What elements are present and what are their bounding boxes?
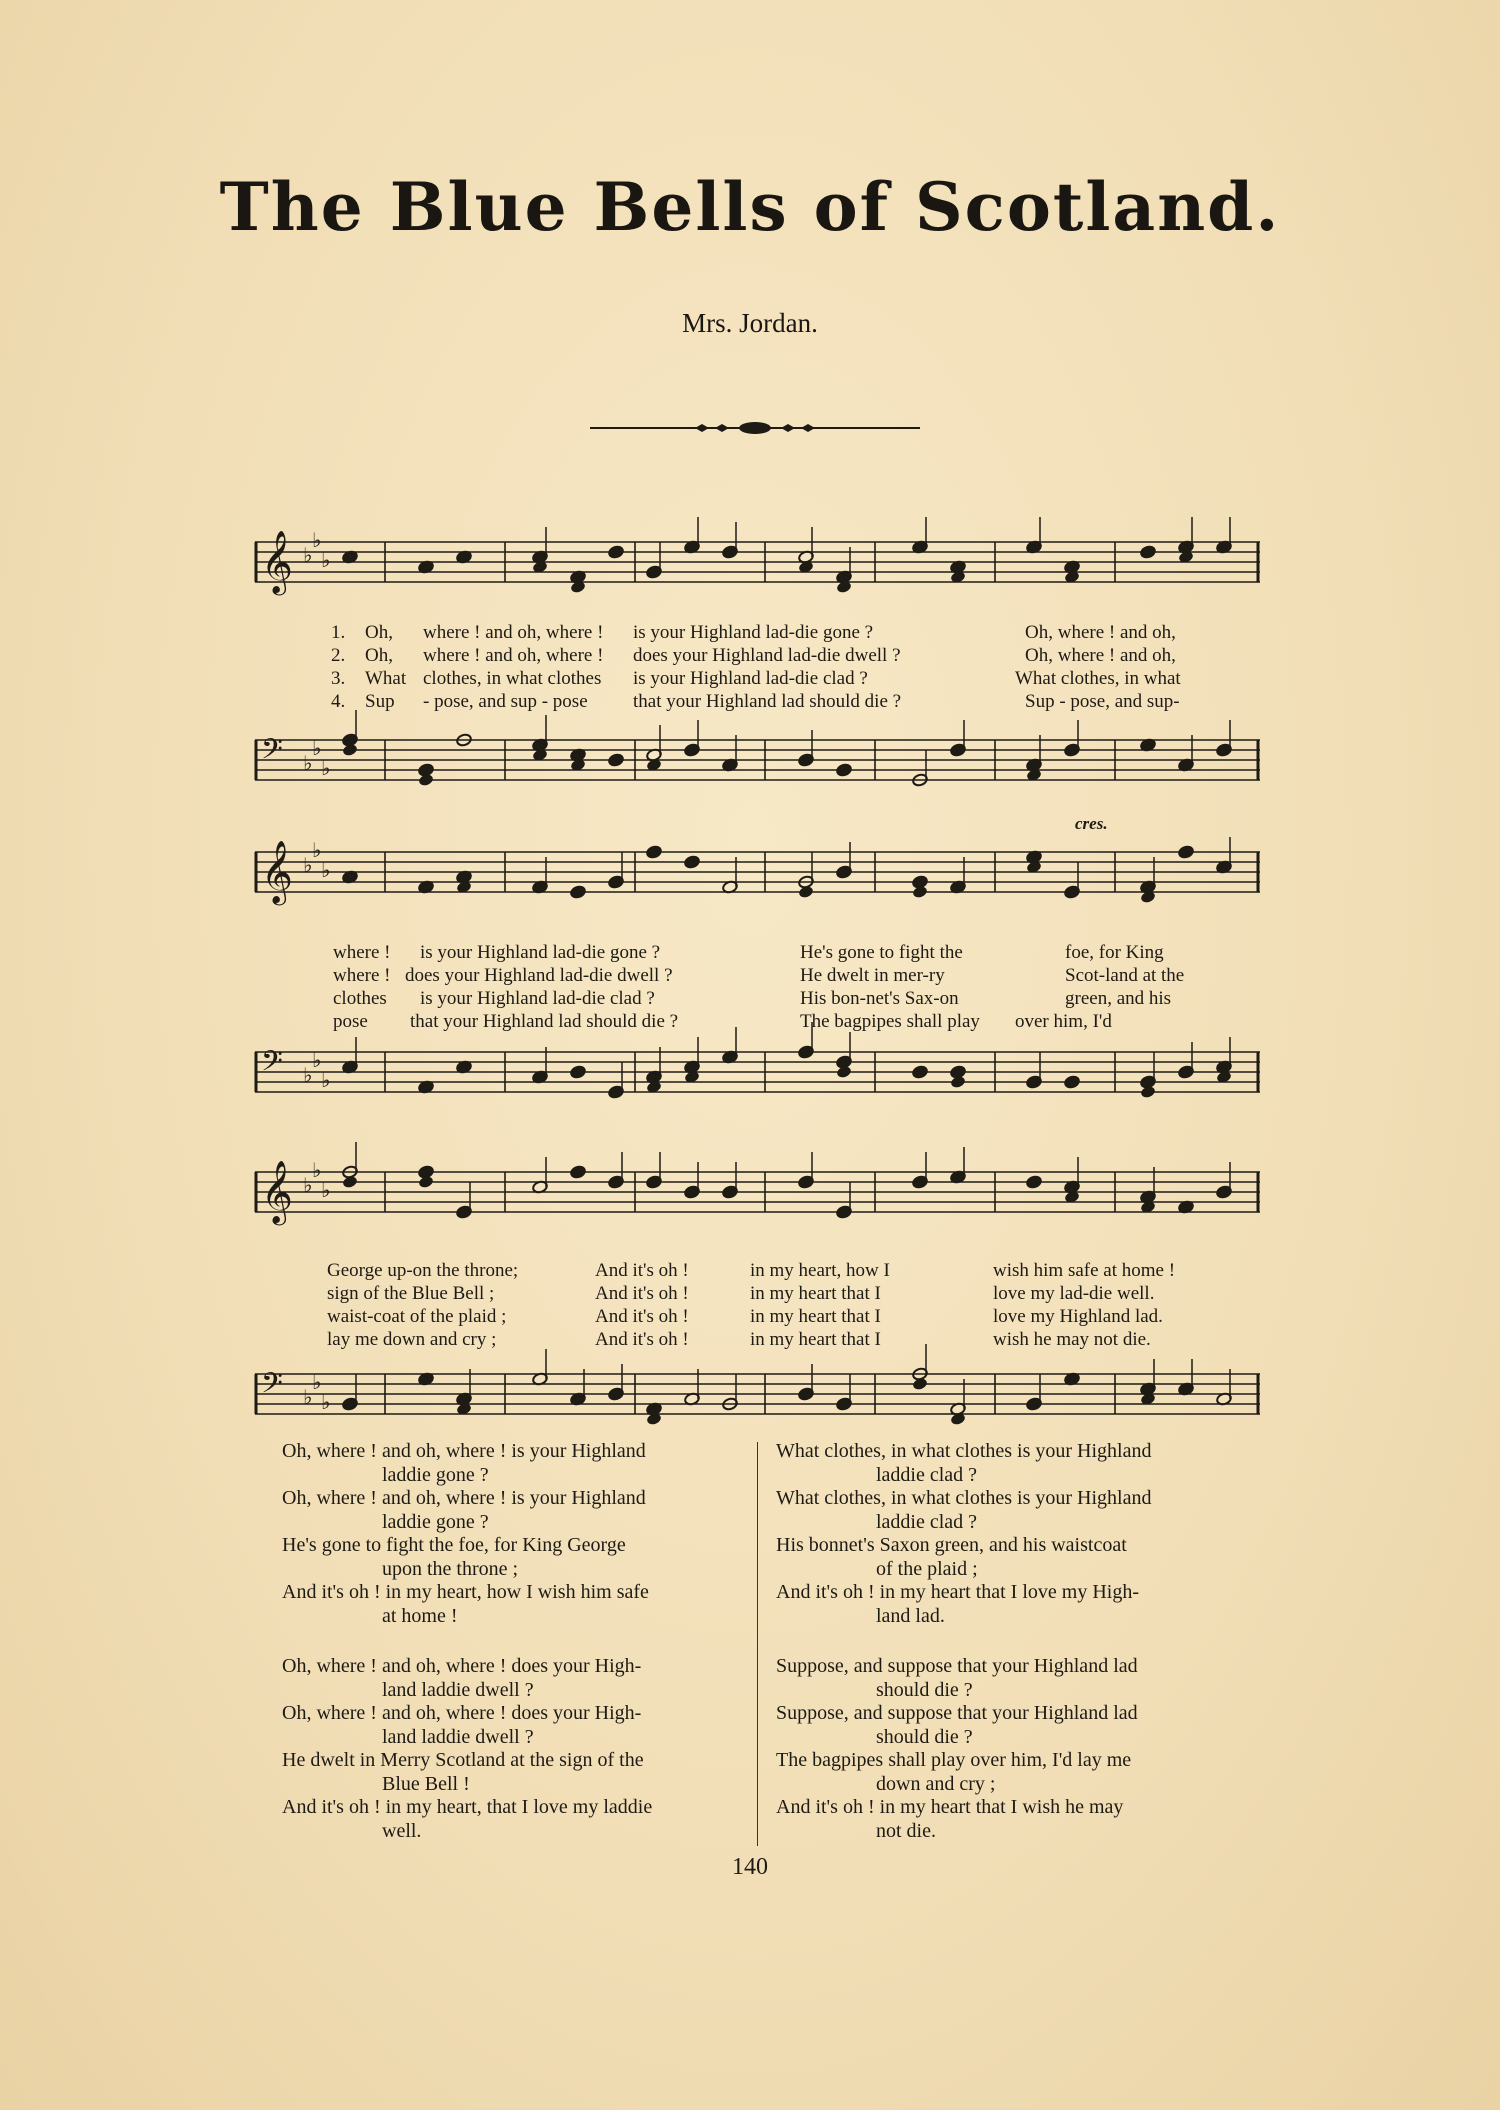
bass-staff	[255, 1040, 1260, 1110]
svg-text:𝄢: 𝄢	[261, 733, 283, 773]
treble-staff	[255, 530, 1260, 600]
verse-line-continuation: land lad.	[876, 1604, 945, 1627]
svg-text:♭: ♭	[303, 1063, 313, 1087]
lyric-fragment: is your Highland lad-die gone ?	[633, 622, 874, 643]
svg-text:♭: ♭	[312, 1158, 322, 1182]
svg-text:♭: ♭	[321, 1178, 331, 1202]
verses-right-column	[776, 1440, 1246, 1870]
lyric-fragment: in my heart that I	[750, 1283, 881, 1304]
verse-line-continuation: at home !	[382, 1604, 458, 1627]
page-number: 140	[732, 1854, 768, 1880]
verse-line: And it's oh ! in my heart that I love my High-	[776, 1581, 1139, 1603]
svg-text:♭: ♭	[303, 543, 313, 567]
svg-text:♭: ♭	[312, 1048, 322, 1072]
verse-number: 1.	[331, 622, 346, 643]
svg-text:♭: ♭	[321, 1068, 331, 1092]
lyric-fragment: Sup	[365, 691, 395, 712]
lyric-fragment: sign of the Blue Bell ;	[327, 1283, 495, 1304]
verse-line: What clothes, in what clothes is your Highland	[776, 1440, 1152, 1462]
lyric-fragment: Oh, where ! and oh,	[1025, 622, 1176, 643]
verse-line-continuation: not die.	[876, 1819, 936, 1842]
lyric-fragment: lay me down and cry ;	[327, 1329, 497, 1350]
lyric-fragment: love my lad-die well.	[993, 1283, 1155, 1304]
verse-line-continuation: well.	[382, 1819, 422, 1842]
verse-line-continuation: of the plaid ;	[876, 1557, 978, 1580]
verse-line: Oh, where ! and oh, where ! is your Highland	[282, 1487, 646, 1509]
lyric-fragment: does your Highland lad-die dwell ?	[405, 965, 673, 986]
verse-line-continuation: land laddie dwell ?	[382, 1725, 534, 1748]
svg-text:𝄞: 𝄞	[261, 1160, 293, 1223]
stanza	[282, 1440, 742, 1628]
svg-text:♭: ♭	[321, 548, 331, 572]
svg-text:♭: ♭	[303, 1173, 313, 1197]
lyric-fragment: in my heart that I	[750, 1329, 881, 1350]
lyric-fragment: And it's oh !	[595, 1329, 689, 1350]
verse-line-continuation: laddie clad ?	[876, 1510, 978, 1533]
column-divider	[757, 1442, 758, 1846]
lyric-fragment: foe, for King	[1065, 942, 1164, 963]
lyric-fragment: in my heart that I	[750, 1306, 881, 1327]
verse-number: 3.	[331, 668, 346, 689]
stanza	[776, 1655, 1246, 1843]
lyric-fragment: What	[365, 668, 407, 689]
lyric-fragment: love my Highland lad.	[993, 1306, 1163, 1327]
lyric-fragment: clothes	[333, 988, 387, 1009]
svg-text:𝄞: 𝄞	[261, 840, 293, 903]
verse-line-continuation: upon the throne ;	[382, 1557, 519, 1580]
lyric-fragment: And it's oh !	[595, 1283, 689, 1304]
verse-line-continuation: laddie gone ?	[382, 1510, 489, 1533]
svg-text:♭: ♭	[312, 838, 322, 862]
verse-line: The bagpipes shall play over him, I'd lay me	[776, 1749, 1132, 1771]
song-title: The Blue Bells of Scotland.	[219, 168, 1281, 246]
svg-text:𝄢: 𝄢	[261, 1045, 283, 1085]
verse-line-continuation: land laddie dwell ?	[382, 1678, 534, 1701]
lyric-fragment: that your Highland lad should die ?	[410, 1011, 679, 1032]
svg-text:♭: ♭	[312, 736, 322, 760]
lyric-fragment: Oh,	[365, 622, 393, 643]
lyric-fragment: George up-on the throne;	[327, 1260, 519, 1281]
lyric-fragment: Oh, where ! and oh,	[1025, 645, 1176, 666]
verse-line-continuation: should die ?	[876, 1678, 973, 1701]
verse-line: His bonnet's Saxon green, and his waistcoat	[776, 1534, 1127, 1556]
lyric-fragment: And it's oh !	[595, 1306, 689, 1327]
verse-line: He dwelt in Merry Scotland at the sign of the	[282, 1749, 644, 1771]
stanza	[776, 1440, 1246, 1628]
dynamic-marking: cres.	[1075, 814, 1108, 833]
lyric-fragment: where !	[333, 942, 391, 963]
svg-text:♭: ♭	[321, 858, 331, 882]
verse-line-continuation: should die ?	[876, 1725, 973, 1748]
lyric-fragment: Scot-land at the	[1065, 965, 1185, 986]
lyric-fragment: is your Highland lad-die clad ?	[633, 668, 868, 689]
verse-line-continuation: laddie gone ?	[382, 1463, 489, 1486]
verse-number: 4.	[331, 691, 346, 712]
lyric-fragment: Oh,	[365, 645, 393, 666]
svg-text:♭: ♭	[321, 1390, 331, 1414]
lyric-fragment: where !	[333, 965, 391, 986]
svg-text:♭: ♭	[312, 528, 322, 552]
lyric-fragment: waist-coat of the plaid ;	[327, 1306, 507, 1327]
lyric-fragment: pose	[333, 1011, 368, 1032]
lyric-fragment: is your Highland lad-die gone ?	[420, 942, 661, 963]
bass-staff	[255, 1362, 1260, 1432]
lyric-fragment: over him, I'd	[1015, 1011, 1112, 1032]
lyric-fragment: Sup - pose, and sup-	[1025, 691, 1180, 712]
svg-text:♭: ♭	[312, 1370, 322, 1394]
verse-line: Suppose, and suppose that your Highland lad	[776, 1655, 1138, 1677]
lyric-fragment: He's gone to fight the	[800, 942, 963, 963]
lyric-fragment: What clothes, in what	[1015, 668, 1181, 689]
svg-text:♭: ♭	[303, 1385, 313, 1409]
lyric-fragment: The bagpipes shall play	[800, 1011, 980, 1032]
verse-line: Oh, where ! and oh, where ! is your Highland	[282, 1440, 646, 1462]
treble-staff	[255, 1160, 1260, 1230]
treble-staff	[255, 840, 1260, 910]
ornament-divider	[590, 418, 920, 438]
lyric-fragment: is your Highland lad-die clad ?	[420, 988, 655, 1009]
bass-staff	[255, 728, 1260, 798]
svg-text:♭: ♭	[303, 751, 313, 775]
verses-left-column	[282, 1440, 742, 1870]
verse-line-continuation: Blue Bell !	[382, 1772, 470, 1795]
verse-line: And it's oh ! in my heart, how I wish him safe	[282, 1581, 649, 1603]
verse-line-continuation: down and cry ;	[876, 1772, 996, 1795]
lyric-fragment: clothes, in what clothes	[423, 668, 602, 689]
stanza	[282, 1655, 742, 1843]
lyric-fragment: His bon-net's Sax-on	[800, 988, 959, 1009]
lyric-fragment: does your Highland lad-die dwell ?	[633, 645, 901, 666]
verse-line: What clothes, in what clothes is your Highland	[776, 1487, 1152, 1509]
svg-text:♭: ♭	[321, 756, 331, 780]
verse-line: Oh, where ! and oh, where ! does your High-	[282, 1655, 642, 1677]
svg-text:𝄢: 𝄢	[261, 1367, 283, 1407]
verse-line: And it's oh ! in my heart that I wish he may	[776, 1796, 1124, 1818]
lyric-fragment: where ! and oh, where !	[423, 622, 604, 643]
verse-line-continuation: laddie clad ?	[876, 1463, 978, 1486]
svg-text:𝄞: 𝄞	[261, 530, 293, 593]
verse-line: Oh, where ! and oh, where ! does your High-	[282, 1702, 642, 1724]
lyric-fragment: that your Highland lad should die ?	[633, 691, 902, 712]
lyric-fragment: - pose, and sup - pose	[423, 691, 588, 712]
lyric-fragment: green, and his	[1065, 988, 1172, 1009]
lyric-fragment: wish him safe at home !	[993, 1260, 1176, 1281]
verse-line: He's gone to fight the foe, for King George	[282, 1534, 626, 1556]
lyric-fragment: He dwelt in mer-ry	[800, 965, 945, 986]
verse-number: 2.	[331, 645, 346, 666]
author-credit: Mrs. Jordan.	[682, 308, 818, 338]
lyric-fragment: in my heart, how I	[750, 1260, 890, 1281]
lyric-fragment: And it's oh !	[595, 1260, 689, 1281]
verse-line: Suppose, and suppose that your Highland lad	[776, 1702, 1138, 1724]
lyric-fragment: wish he may not die.	[993, 1329, 1151, 1350]
lyric-fragment: where ! and oh, where !	[423, 645, 604, 666]
verse-line: And it's oh ! in my heart, that I love my laddie	[282, 1796, 653, 1818]
svg-text:♭: ♭	[303, 853, 313, 877]
